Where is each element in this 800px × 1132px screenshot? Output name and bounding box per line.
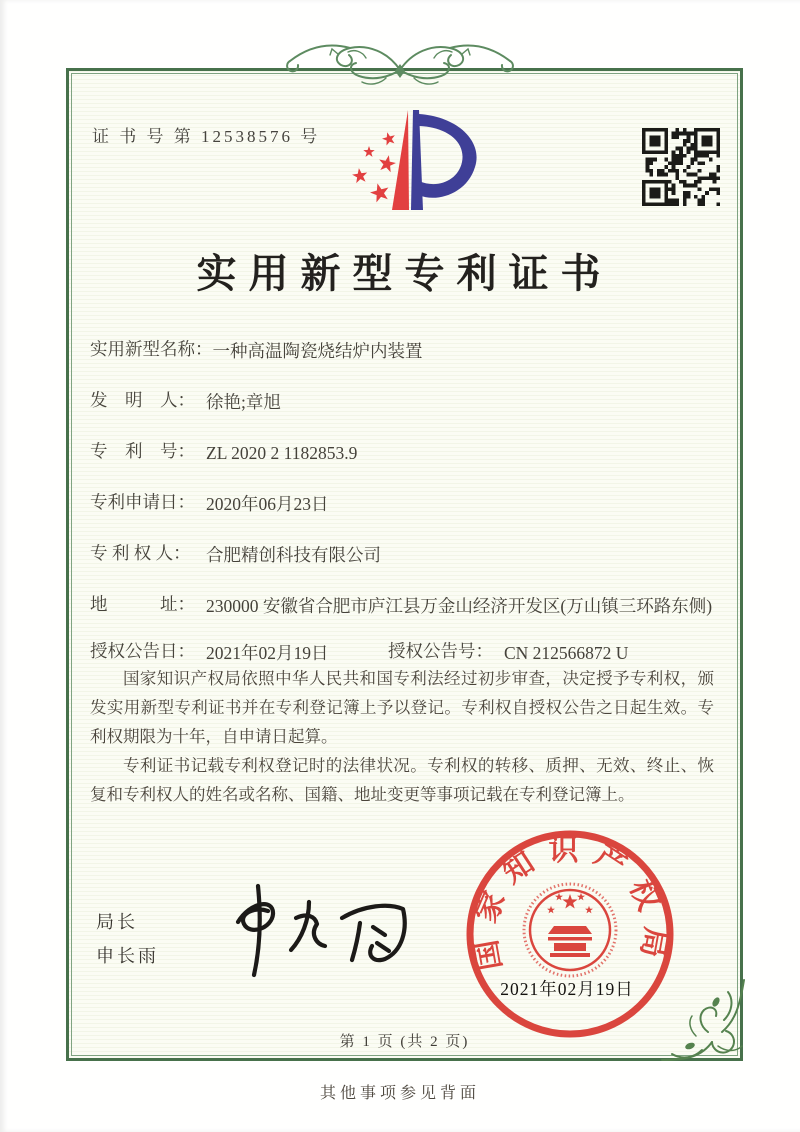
field-row-patentee [90, 542, 716, 568]
field-label: 专 利 权 人： [90, 543, 191, 563]
field-row-name [90, 338, 716, 364]
field-label: 地 址： [90, 594, 195, 614]
field-row-filing-date [90, 491, 716, 517]
top-scroll-ornament-icon [284, 34, 516, 96]
field-row-patent-number [90, 440, 716, 466]
grant-date-value: 2021年02月19日 [206, 643, 329, 663]
official-name: 申长雨 [96, 946, 159, 966]
certificate-title: 实用新型专利证书 [196, 251, 613, 296]
qr-code [642, 128, 720, 206]
seal-text: 国家知识产权局 [467, 834, 673, 973]
grant-number-value: CN 212566872 U [504, 643, 629, 663]
field-label: 专利申请日： [90, 492, 195, 512]
field-value: 徐艳;章旭 [206, 392, 281, 412]
cnipa-seal-icon [458, 822, 682, 1046]
field-value: 合肥精创科技有限公司 [206, 545, 381, 565]
seal-date: 2021年02月19日 [500, 979, 634, 999]
cnipa-logo-icon [332, 104, 482, 234]
field-label: 专 利 号： [90, 441, 195, 461]
field-value: 230000 安徽省合肥市庐江县万金山经济开发区(万山镇三环路东侧) [206, 596, 713, 616]
grant-number-label: 授权公告号： [388, 641, 493, 661]
legal-text [90, 664, 714, 809]
grant-date-label: 授权公告日： [90, 641, 195, 661]
field-row-address [90, 593, 716, 619]
field-row-inventor [90, 389, 716, 415]
legal-paragraph-1: 国家知识产权局依照中华人民共和国专利法经过初步审查，决定授予专利权，颁发实用新型专利证书并在专利登记簿上予以登记。专利权自授权公告之日起生效。专利权期限为十年，自申请日起算。 [90, 669, 714, 746]
field-value: 2020年06月23日 [206, 494, 329, 514]
page-footer: 第 1 页 (共 2 页) [339, 1034, 470, 1050]
handwritten-signature-icon [212, 878, 427, 983]
field-value: 一种高温陶瓷烧结炉内装置 [212, 341, 423, 361]
official-title: 局长 [96, 912, 138, 932]
field-list [90, 338, 716, 691]
back-side-note: 其他事项参见背面 [319, 1085, 480, 1102]
certificate-number: 证 书 号 第 12538576 号 [92, 127, 321, 146]
field-row-grant [90, 640, 716, 666]
field-label: 实用新型名称： [90, 339, 213, 359]
field-label: 发 明 人： [90, 390, 195, 410]
legal-paragraph-2: 专利证书记载专利权登记时的法律状况。专利权的转移、质押、无效、终止、恢复和专利权人的姓名或名称、国籍、地址变更等事项记载在专利登记簿上。 [90, 756, 714, 804]
field-value: ZL 2020 2 1182853.9 [206, 443, 358, 463]
